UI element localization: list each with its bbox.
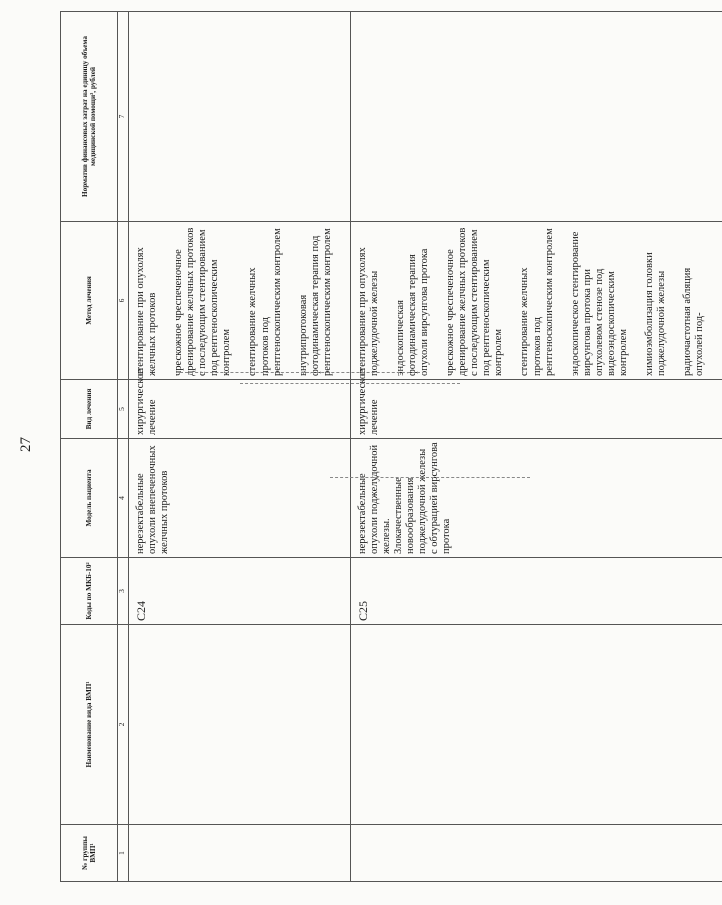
method-item: эндоскопическое стентирование вирсунгова протока при опухолевом стенозе под видеоэндоскопическим контролем — [569, 231, 629, 376]
column-number: 7 — [118, 12, 129, 222]
method-item: стентирование желчных протоков под рентгеноскопическим контролем — [519, 228, 555, 376]
scan-artifact-line — [240, 383, 460, 384]
header-vmp-name: Наименование вида ВМП¹ — [61, 625, 118, 825]
method-item: внутрипротоковая фотодинамическая терапия под рентгеноскопическим контролем — [297, 228, 333, 376]
header-treatment-type: Вид лечения — [61, 380, 118, 439]
column-number: 4 — [118, 439, 129, 558]
header-treatment-method: Метод лечения — [61, 222, 118, 380]
table-row — [350, 12, 722, 882]
method-item: химиоэмболизация головки поджелудочной железы — [643, 252, 667, 376]
treatment-type-cell: хирургическое лечение — [350, 380, 722, 439]
financial-norm-cell — [350, 12, 722, 222]
column-number: 3 — [118, 558, 129, 625]
header-icd-codes: Коды по МКБ-10² — [61, 558, 118, 625]
column-number: 5 — [118, 380, 129, 439]
method-item: чрескожное чреспеченочное дренирование желчных протоков с последующим стентированием под рентгеноскопическим контролем — [445, 227, 505, 376]
group-cell — [129, 825, 351, 882]
header-patient-model: Модель пациента — [61, 439, 118, 558]
header-financial-norm: Норматив финансовых затрат на единицу объема медицинской помощи³, рублей — [61, 12, 118, 222]
table-header-row — [61, 12, 118, 882]
column-number-row — [118, 12, 129, 882]
vmp-name-cell — [350, 625, 722, 825]
scan-artifact-line — [330, 477, 530, 478]
treatment-type-cell: хирургическое лечение — [129, 380, 351, 439]
patient-model-cell: нерезектабельные опухоли внепеченочных желчных протоков — [129, 439, 351, 558]
treatment-methods-cell — [129, 222, 351, 380]
column-number: 6 — [118, 222, 129, 380]
column-number: 2 — [118, 625, 129, 825]
group-cell — [350, 825, 722, 882]
patient-model-cell: нерезектабельные опухоли поджелудочной железы. Злокачественные новообразования поджелудочной железы с обтурацией вирсунгова протока — [350, 439, 722, 558]
method-item: чрескожное чреспеченочное дренирование желчных протоков с последующим стентированием под рентгеноскопическим контролем — [173, 227, 233, 376]
treatment-methods-cell — [350, 222, 722, 380]
scan-artifact-line — [180, 372, 420, 373]
financial-norm-cell — [129, 12, 351, 222]
header-group-number: № группы ВМП¹ — [61, 825, 118, 882]
rotated-table-frame — [60, 12, 706, 882]
method-item: стентирование при опухолях желчных протоков — [135, 247, 159, 376]
icd-code-cell: C24 — [129, 558, 351, 625]
page-number: 27 — [18, 437, 34, 452]
column-number: 1 — [118, 825, 129, 882]
vmp-name-cell — [129, 625, 351, 825]
method-item: стентирование желчных протоков под рентгеноскопическим контролем — [247, 228, 283, 376]
method-item: радиочастотная абляция опухолей под- — [682, 267, 706, 376]
vmp-table — [60, 11, 722, 882]
table-row — [129, 12, 351, 882]
icd-code-cell: C25 — [350, 558, 722, 625]
method-item: эндоскопическая фотодинамическая терапия опухоли вирсунгова протока — [394, 248, 431, 376]
method-item: стентирование при опухолях поджелудочной железы — [356, 247, 380, 376]
